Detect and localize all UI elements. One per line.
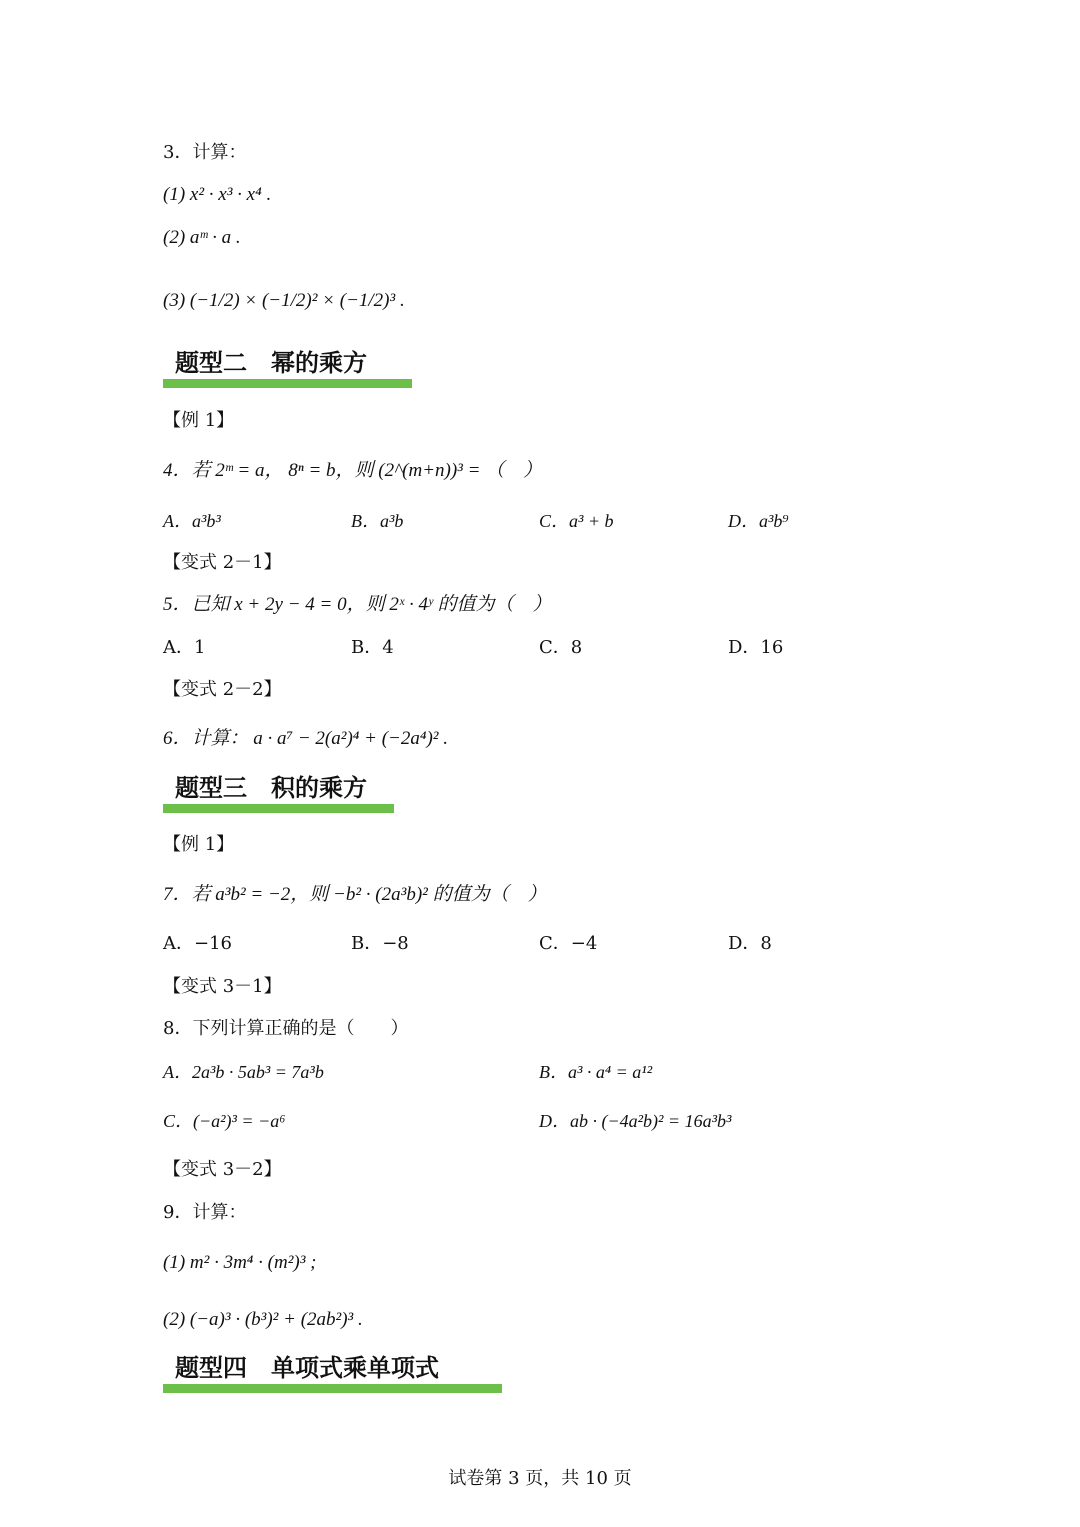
q3-part1: (1) x² · x³ · x⁴ . — [163, 184, 272, 205]
page-footer: 试卷第 3 页，共 10 页 — [448, 1468, 632, 1489]
variant-label: 【变式 3－1】 — [163, 976, 282, 997]
section-underline-bar — [163, 804, 394, 813]
q8-option-d: D．ab · (−4a²b)² = 16a³b³ — [539, 1111, 732, 1131]
section-title: 题型二 幂的乘方 — [175, 348, 367, 377]
q9-stem: 9．计算： — [163, 1202, 247, 1223]
variant-label: 【变式 3－2】 — [163, 1159, 282, 1180]
q5-option-a: A．1 — [163, 637, 206, 658]
q4-option-a: A．a³b³ — [163, 511, 221, 531]
q9-part2: (2) (−a)³ · (b³)² + (2ab²)³ . — [163, 1309, 363, 1330]
q4-stem: 4．若 2ᵐ = a， 8ⁿ = b，则 (2^(m+n))³ = （ ） — [163, 460, 543, 481]
q7-option-b: B．−8 — [351, 933, 409, 954]
q7-option-d: D．8 — [728, 933, 772, 954]
q9-part1: (1) m² · 3m⁴ · (m²)³ ; — [163, 1252, 317, 1273]
q5-option-c: C．8 — [539, 637, 583, 658]
example-label: 【例 1】 — [163, 834, 235, 855]
variant-label: 【变式 2－1】 — [163, 552, 282, 573]
q8-option-a: A．2a³b · 5ab³ = 7a³b — [163, 1062, 324, 1082]
q4-option-b: B．a³b — [351, 511, 404, 531]
q5-option-d: D．16 — [728, 637, 784, 658]
q8-stem: 8．下列计算正确的是（ ） — [163, 1018, 409, 1039]
q3-part3: (3) (−1/2) × (−1/2)² × (−1/2)³ . — [163, 290, 405, 311]
section-title: 题型三 积的乘方 — [175, 773, 367, 802]
q5-option-b: B．4 — [351, 637, 394, 658]
q7-option-c: C．−4 — [539, 933, 598, 954]
q6-stem: 6．计算： a · a⁷ − 2(a²)⁴ + (−2a⁴)² . — [163, 728, 448, 749]
q7-option-a: A．−16 — [163, 933, 232, 954]
q4-option-d: D．a³b⁹ — [728, 511, 789, 531]
q3-stem: 3．计算： — [163, 142, 247, 163]
q8-option-b: B．a³ · a⁴ = a¹² — [539, 1062, 653, 1082]
section-underline-bar — [163, 379, 412, 388]
q5-stem: 5．已知 x + 2y − 4 = 0，则 2ˣ · 4ʸ 的值为（ ） — [163, 594, 552, 615]
section-title: 题型四 单项式乘单项式 — [175, 1353, 439, 1382]
q7-stem: 7．若 a³b² = −2，则 −b² · (2a³b)² 的值为（ ） — [163, 884, 547, 905]
q4-option-c: C．a³ + b — [539, 511, 614, 531]
q8-option-c: C．(−a²)³ = −a⁶ — [163, 1111, 286, 1131]
q3-part2: (2) aᵐ · a . — [163, 227, 241, 248]
example-label: 【例 1】 — [163, 410, 235, 431]
variant-label: 【变式 2－2】 — [163, 679, 282, 700]
section-underline-bar — [163, 1384, 502, 1393]
